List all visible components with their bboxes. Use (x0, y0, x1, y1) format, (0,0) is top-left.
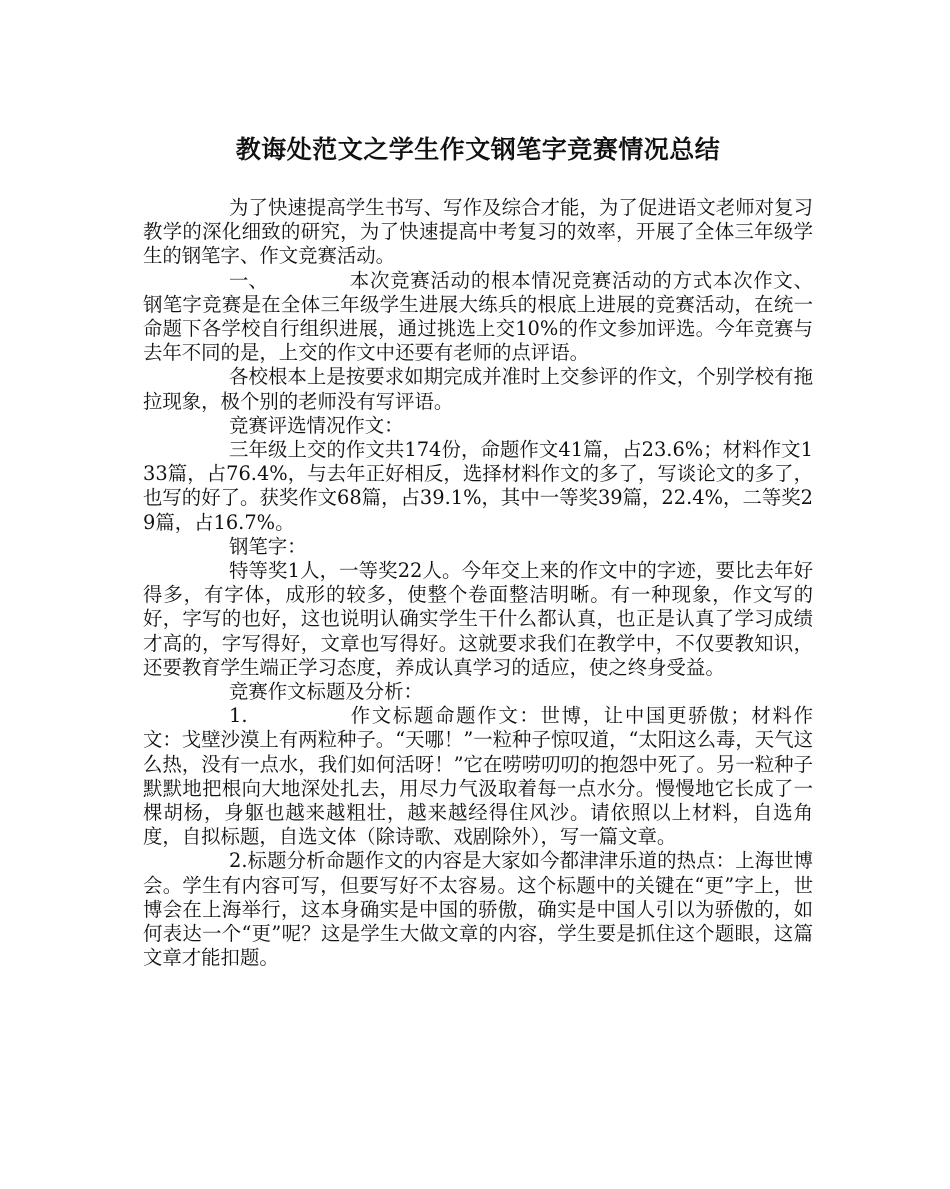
item-1-text: 作文标题命题作文：世博，让中国更骄傲；材料作文：戈壁沙漠上有两粒种子。“天哪！”一粒种子惊叹道，“太阳这么毒，天气这么热，没有一点水，我们如何活呀！”它在唠唠叨叨的抱怨中死了。另一粒种子默默地把根向大地深处扎去，用尽力气汲取着每一点水分。慢慢地它长成了一棵胡杨，身躯也越来越粗壮，越来越经得住风沙。请依照以上材料，自选角度，自拟标题，自选文体（除诗歌、戏剧除外），写一篇文章。 (143, 704, 813, 849)
item-2-paragraph: 2.标题分析命题作文的内容是大家如今都津津乐道的热点：上海世博会。学生有内容可写，但要写好不太容易。这个标题中的关键在“更”字上，世博会在上海举行，这本身确实是中国的骄傲，确实是中国人引以为骄傲的，如何表达一个“更”呢？这是学生大做文章的内容，学生要是抓住这个题眼，这篇文章才能扣题。 (143, 849, 813, 970)
essay-evaluation-heading: 竞赛评选情况作文： (229, 413, 404, 437)
intro-paragraph: 为了快速提高学生书写、写作及综合才能，为了促进语文老师对复习教学的深化细致的研究，为了快速提高中考复习的效率，开展了全体三年级学生的钢笔字、作文竞赛活动。 (143, 196, 813, 268)
item-1-paragraph (143, 704, 813, 849)
section-1-text: 本次竞赛活动的根本情况竞赛活动的方式本次作文、钢笔字竞赛是在全体三年级学生进展大练兵的根底上进展的竞赛活动，在统一命题下各学校自行组织进展，通过挑选上交10%的作文参加评选。今年竞赛与去年不同的是，上交的作文中还要有老师的点评语。 (143, 268, 813, 365)
section-1-number: 一、 (229, 268, 268, 292)
document-title: 教诲处范文之学生作文钢笔字竞赛情况总结 (235, 135, 721, 164)
document-page (143, 130, 813, 971)
pen-calligraphy-paragraph: 特等奖1人，一等奖22人。今年交上来的作文中的字迹，要比去年好得多，有字体，成形的较多，使整个卷面整洁明晰。有一种现象，作文写的好，字写的也好，这也说明认确实学生干什么都认真，也正是认真了学习成绩才高的，字写得好，文章也写得好。这就要求我们在教学中，不仅要教知识，还要教育学生端正学习态度，养成认真学习的适应，使之终身受益。 (143, 559, 813, 679)
item-1-number: 1. (229, 704, 248, 728)
essay-topic-heading: 竞赛作文标题及分析： (229, 680, 423, 704)
pen-calligraphy-heading: 钢笔字： (229, 534, 307, 558)
schools-paragraph: 各校根本上是按要求如期完成并准时上交参评的作文，个别学校有拖拉现象，极个别的老师没有写评语。 (143, 365, 813, 413)
section-1-paragraph (143, 269, 813, 366)
essay-stats-paragraph: 三年级上交的作文共174份，命题作文41篇，占23.6%；材料作文133篇，占76.4%，与去年正好相反，选择材料作文的多了，写谈论文的多了，也写的好了。获奖作文68篇，占39.1%，其中一等奖39篇，22.4%，二等奖29篇，占16.7%。 (143, 438, 813, 534)
